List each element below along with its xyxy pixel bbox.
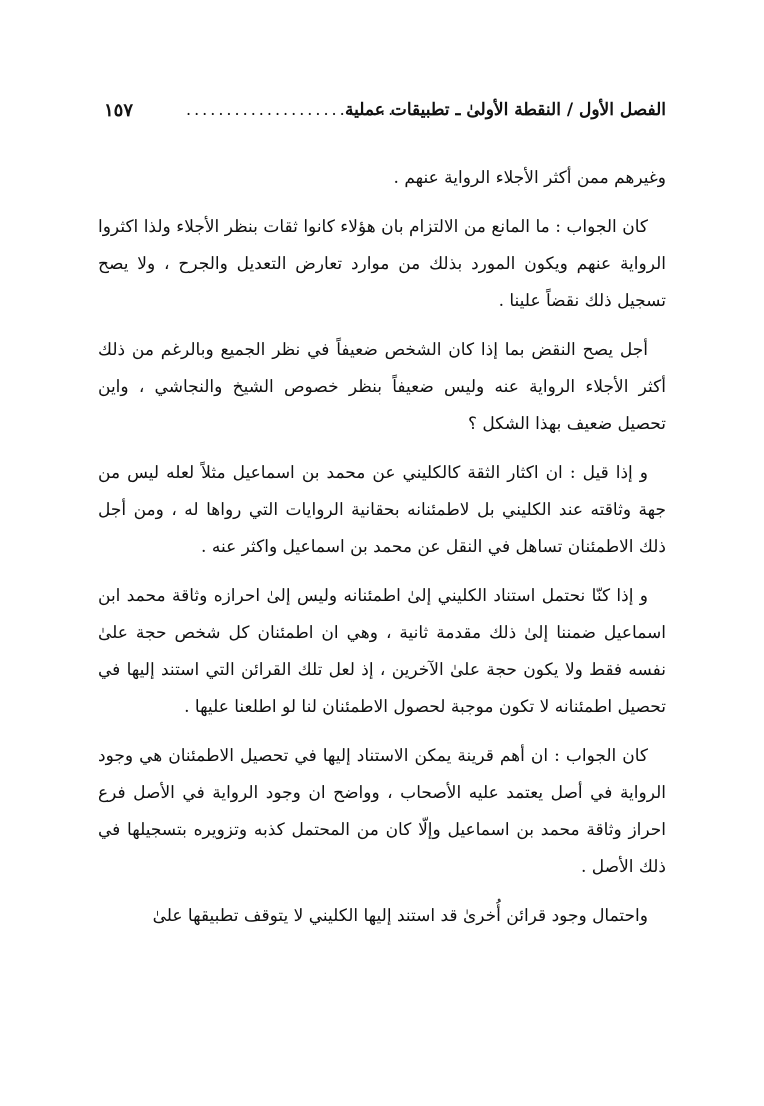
paragraph-1: وغيرهم ممن أكثر الأجلاء الرواية عنهم . [393,168,666,188]
page-number: ١٥٧ [104,100,134,121]
body-text [98,160,666,947]
paragraph-7: واحتمال وجود قرائن أُخرىٰ قد استند إليها الكليني لا يتوقف تطبيقها علىٰ [152,906,648,926]
header-dot-leader: ........................... [186,100,405,119]
paragraph-4: و إذا قيل : ان اكثار الثقة كالكليني عن محمد بن اسماعيل مثلاً لعله ليس من جهة وثاقته عند الكليني بل لاطمئنانه بحقانية الروايات التي رواها له ، ومن أجل ذلك الاطمئنان تساهل في النقل عن محمد بن اسماعيل واكثر عنه . [98,463,666,557]
paragraph-3: أجل يصح النقض بما إذا كان الشخص ضعيفاً في نظر الجميع وبالرغم من ذلك أكثر الأجلاء الرواية عنه وليس ضعيفاً بنظر خصوص الشيخ والنجاشي ، واين تحصيل ضعيف بهذا الشكل ؟ [98,340,666,434]
paragraph-5: و إذا كنّا نحتمل استناد الكليني إلىٰ اطمئنانه وليس إلىٰ احرازه وثاقة محمد ابن اسماعيل ضمننا إلىٰ ذلك مقدمة ثانية ، وهي ان اطمئنان كل شخص حجة علىٰ نفسه فقط ولا يكون حجة علىٰ الآخرين ، إذ لعل تلك القرائن التي استند إليها في تحصيل اطمئنانه لا تكون موجبة لحصول الاطمئنان لنا لو اطلعنا عليها . [98,586,666,717]
running-header [100,100,666,140]
paragraph-2: كان الجواب : ما المانع من الالتزام بان هؤلاء كانوا ثقات بنظر الأجلاء ولذا اكثروا الرواية عنهم ويكون المورد بذلك من موارد تعارض التعديل والجرح ، ولا يصح تسجيل ذلك نقضاً علينا . [98,217,666,311]
header-title: الفصل الأول / النقطة الأولىٰ ـ تطبيقات عملية [345,100,666,120]
paragraph-6: كان الجواب : ان أهم قرينة يمكن الاستناد إليها في تحصيل الاطمئنان هي وجود الرواية في أصل يعتمد عليه الأصحاب ، وواضح ان وجود الرواية في الأصل فرع احراز وثاقة محمد بن اسماعيل وإلّا كان من المحتمل كذبه وتزويره بتسجيلها في ذلك الأصل . [98,746,666,877]
